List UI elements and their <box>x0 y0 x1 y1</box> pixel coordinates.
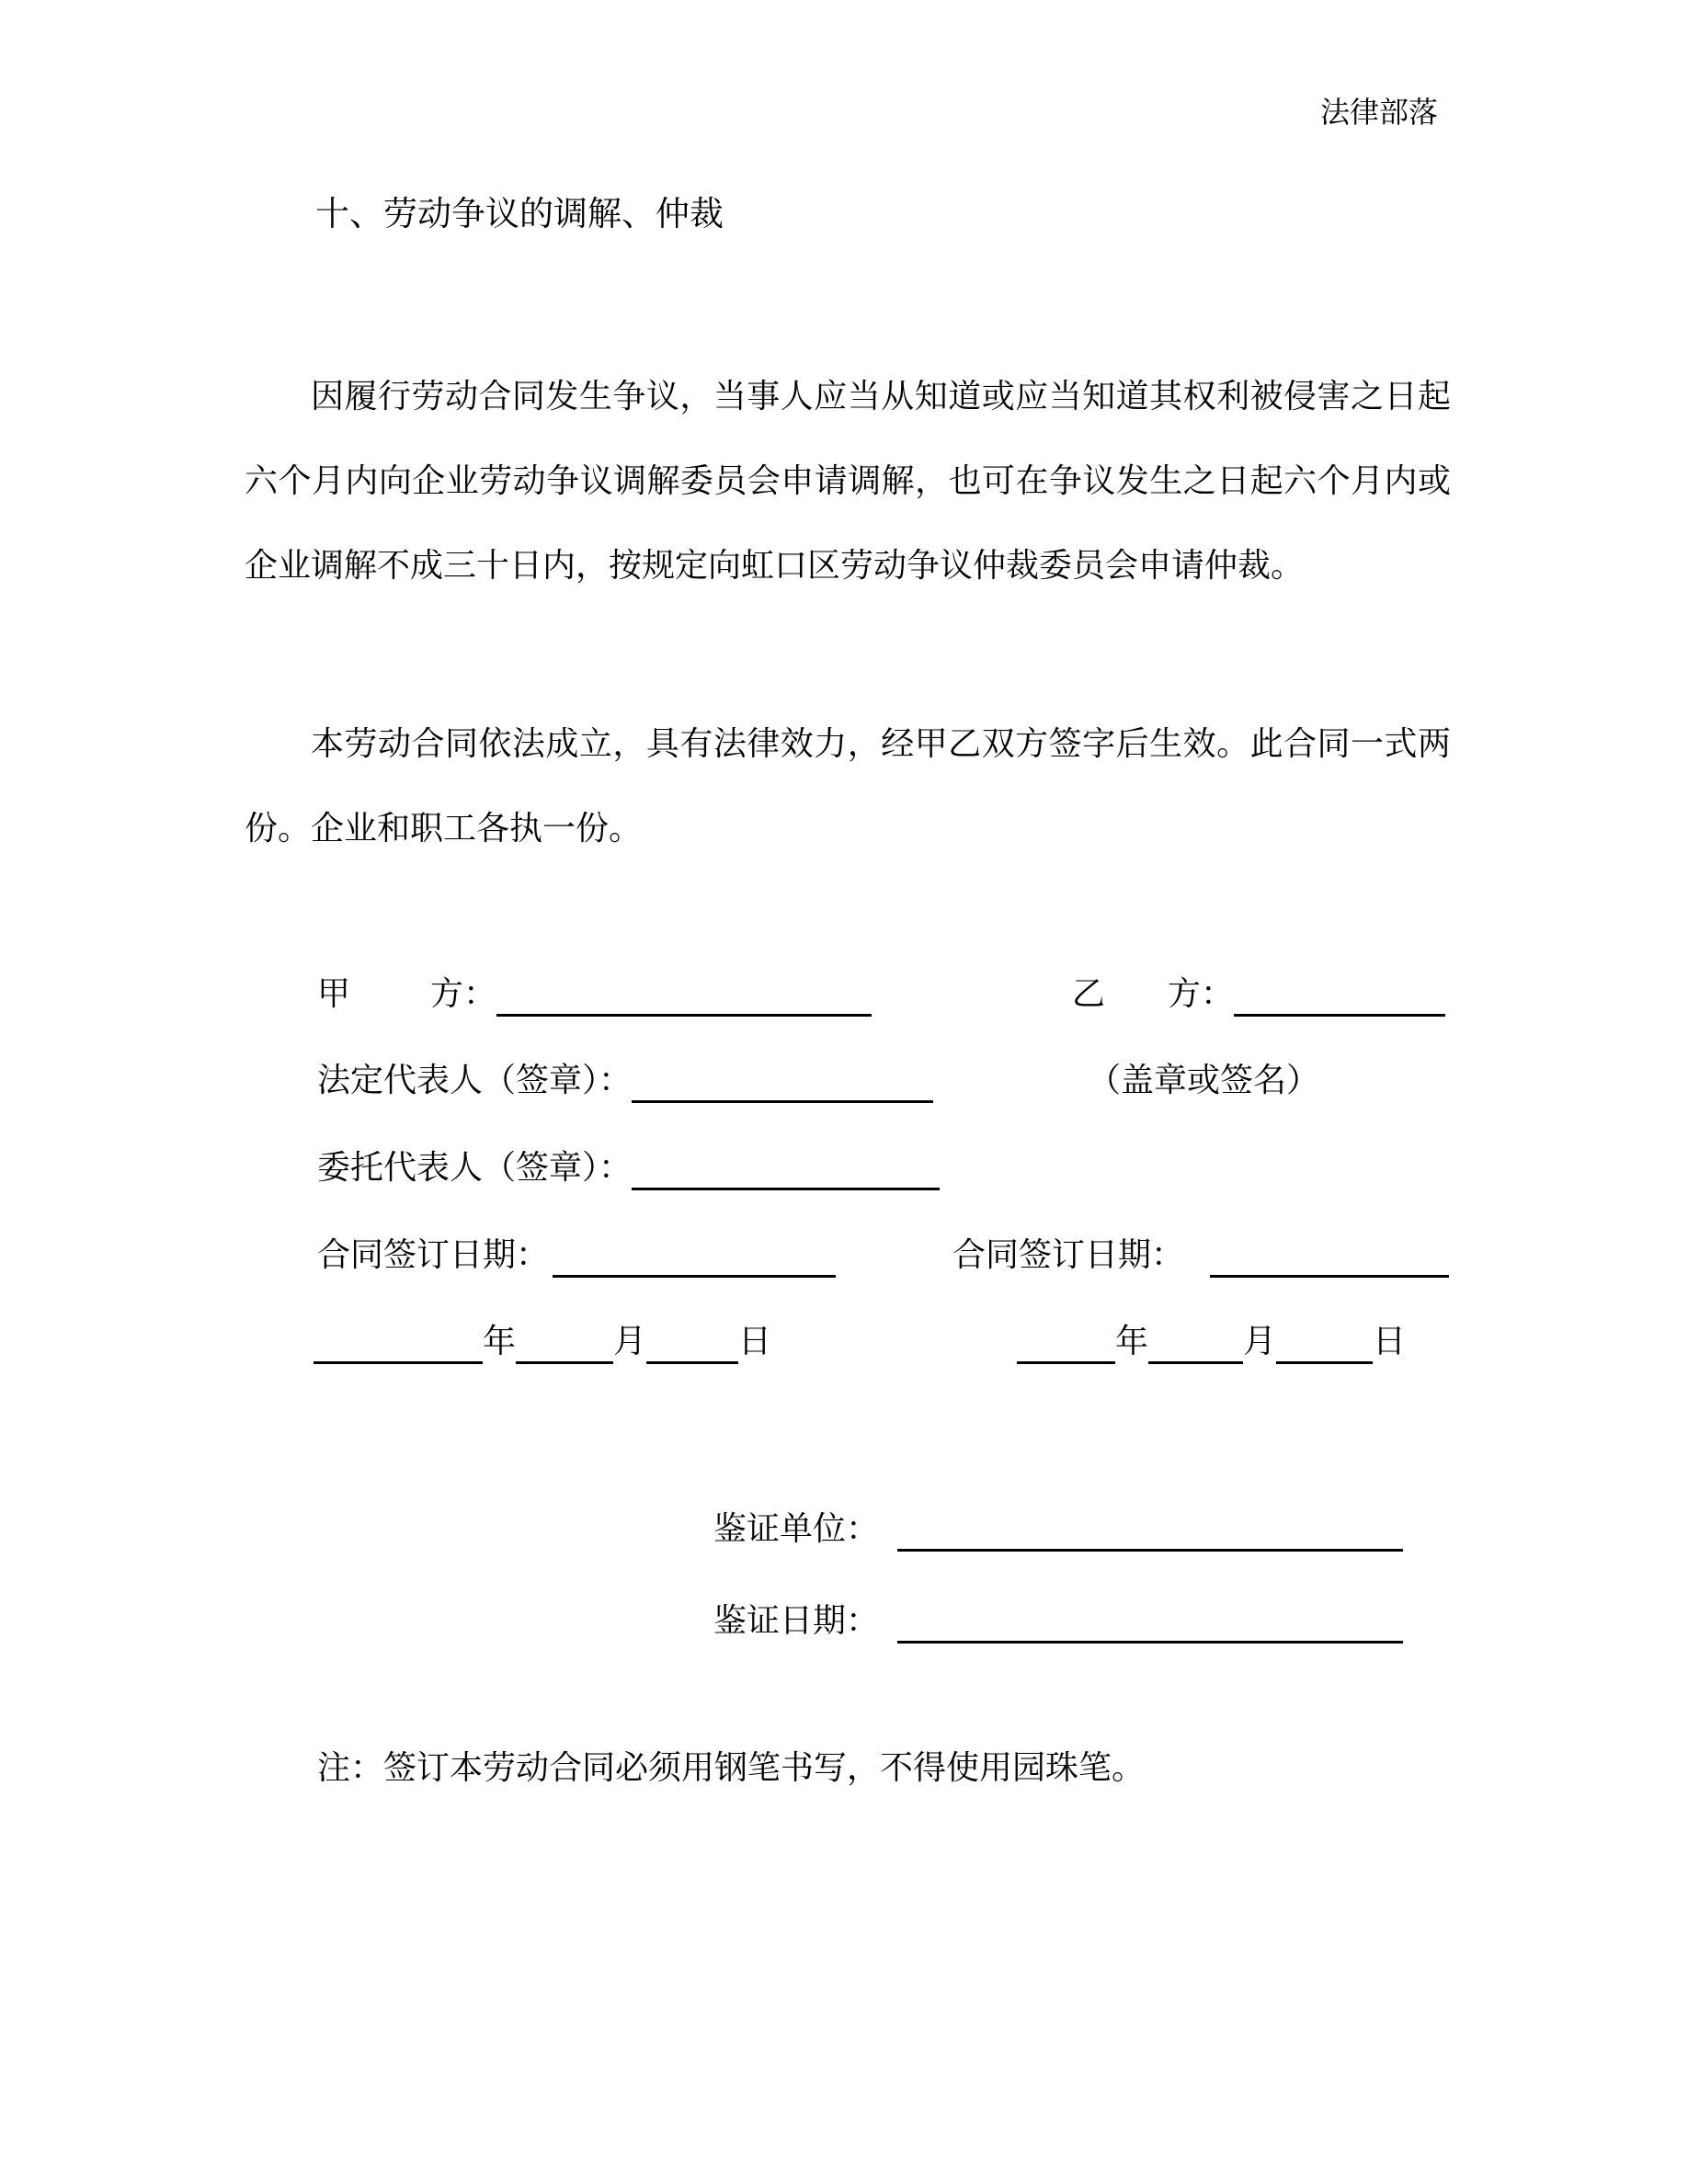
attestation-unit-label: 鉴证单位： <box>713 1510 880 1547</box>
month-label-b: 月 <box>1243 1323 1277 1359</box>
ymd-field-b <box>1017 1318 1406 1364</box>
seal-or-sign-field <box>1088 1057 1319 1103</box>
legal-representative-row <box>0 1057 1688 1105</box>
year-label-b: 年 <box>1115 1323 1149 1359</box>
month-blank-a <box>516 1321 613 1364</box>
footnote-field <box>317 1745 1145 1791</box>
legal-rep-field <box>317 1057 933 1103</box>
day-label-a: 日 <box>738 1323 772 1359</box>
attestation-unit-field <box>713 1506 1403 1552</box>
attestation-date-field <box>713 1598 1403 1644</box>
party-a-blank-line <box>496 973 872 1017</box>
sign-date-blank-b <box>1210 1234 1449 1278</box>
entrusted-representative-row <box>0 1144 1688 1192</box>
paragraph-dispute-resolution: 因履行劳动合同发生争议，当事人应当从知道或应当知道其权利被侵害之日起六个月内向企业劳动争议调解委员会申请调解，也可在争议发生之日起六个月内或企业调解不成三十日内，按规定向虹口区劳动争议仲裁委员会申请仲裁。 <box>245 378 1451 584</box>
party-b-field <box>1072 971 1445 1017</box>
day-blank-a <box>646 1321 738 1364</box>
legal-rep-label: 法定代表人（签章）： <box>317 1062 633 1098</box>
attestation-date-label: 鉴证日期： <box>713 1602 880 1639</box>
ymd-field-a <box>314 1318 771 1364</box>
year-month-day-row <box>0 1318 1688 1366</box>
party-b-blank-line <box>1234 973 1445 1017</box>
party-a-label-head: 甲 <box>317 975 351 1012</box>
attestation-date-row <box>0 1598 1688 1645</box>
party-a-label-gap <box>350 1004 430 1005</box>
legal-rep-blank-line <box>632 1060 933 1103</box>
party-signature-row <box>0 971 1688 1018</box>
year-blank-b <box>1017 1321 1115 1364</box>
year-blank-a <box>314 1321 483 1364</box>
month-label-a: 月 <box>613 1323 647 1359</box>
footnote-row <box>0 1745 1688 1792</box>
attestation-unit-row <box>0 1506 1688 1553</box>
day-label-b: 日 <box>1373 1323 1407 1359</box>
day-blank-b <box>1276 1321 1373 1364</box>
year-label-a: 年 <box>483 1323 517 1359</box>
party-b-label-head: 乙 <box>1072 975 1106 1012</box>
entrusted-rep-blank-line <box>632 1147 940 1190</box>
party-b-label-gap <box>1105 1004 1168 1005</box>
brand-watermark: 法律部落 <box>1320 96 1439 129</box>
sign-date-field-a <box>317 1232 836 1278</box>
attestation-unit-blank <box>897 1508 1403 1552</box>
entrusted-rep-field <box>317 1144 940 1190</box>
month-blank-b <box>1148 1321 1243 1364</box>
seal-or-sign-label: （盖章或签名） <box>1088 1062 1320 1098</box>
sign-date-blank-a <box>553 1234 836 1278</box>
sign-date-row <box>0 1232 1688 1280</box>
sign-date-field-b <box>952 1232 1449 1278</box>
sign-date-label-a: 合同签订日期： <box>317 1236 550 1273</box>
party-a-field <box>317 971 872 1017</box>
attestation-date-blank <box>897 1600 1403 1644</box>
entrusted-rep-label: 委托代表人（签章）： <box>317 1149 633 1186</box>
party-b-label-tail: 方： <box>1168 975 1235 1012</box>
paragraph-contract-validity: 本劳动合同依法成立，具有法律效力，经甲乙双方签字后生效。此合同一式两份。企业和职工各执一份。 <box>245 725 1451 847</box>
party-a-label-tail: 方： <box>430 975 497 1012</box>
footnote-text: 注：签订本劳动合同必须用钢笔书写，不得使用园珠笔。 <box>317 1749 1146 1786</box>
sign-date-label-b: 合同签订日期： <box>952 1236 1185 1273</box>
section-title: 十、劳动争议的调解、仲裁 <box>315 196 724 233</box>
